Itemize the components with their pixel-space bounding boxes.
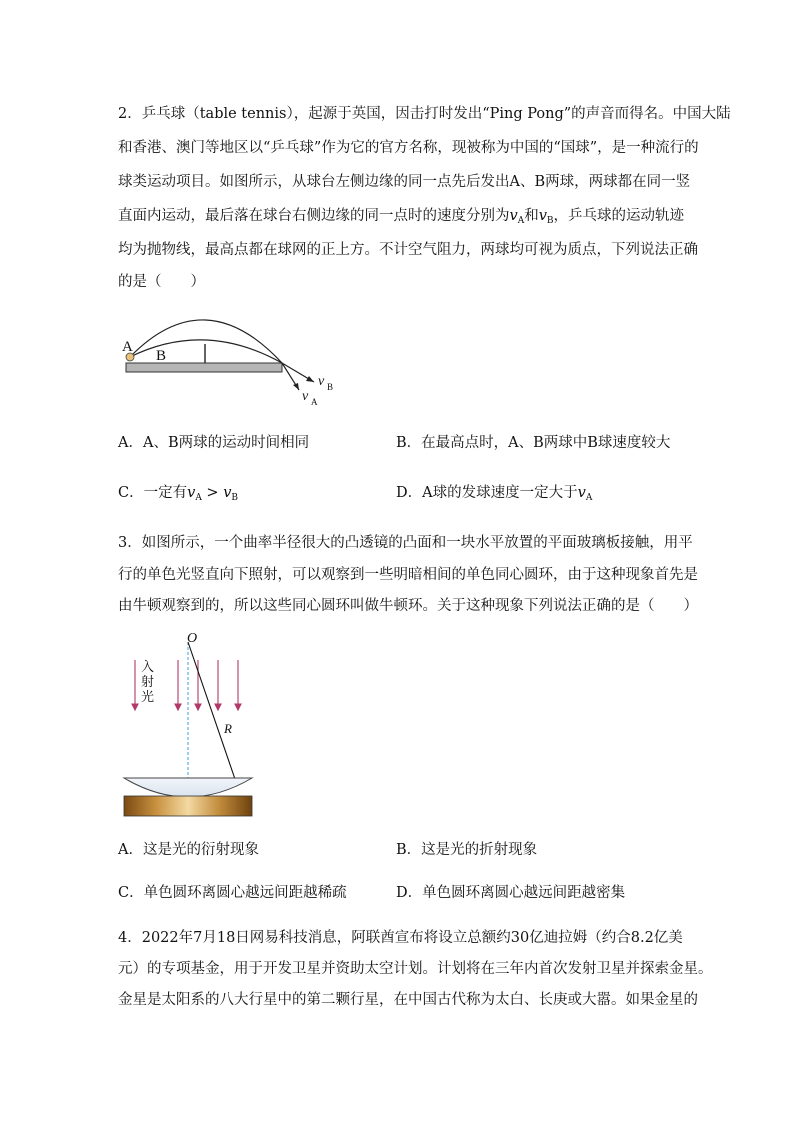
glass-plate bbox=[124, 796, 252, 816]
q2-option-b[interactable]: B．在最高点时，A、B两球中B球速度较大 bbox=[396, 435, 671, 451]
svg-text:A: A bbox=[311, 397, 318, 407]
label-a: A bbox=[122, 339, 133, 355]
q2-figure-table-tennis bbox=[118, 310, 348, 410]
q2-line-3: 球类运动项目。如图所示，从球台左侧边缘的同一点先后发出A、B两球，两球都在同一竖 bbox=[118, 174, 691, 190]
label-incident-2: 射 bbox=[141, 674, 155, 689]
q4-line-2: 元）的专项基金，用于开发卫星并资助太空计划。计划将在三年内首次发射卫星并探索金星。 bbox=[118, 961, 713, 977]
label-vb: v bbox=[318, 374, 325, 389]
label-va: v bbox=[302, 389, 309, 404]
trajectory-b bbox=[130, 340, 282, 363]
q2-line-4: 直面内运动，最后落在球台右侧边缘的同一点时的速度分别为$v_A$和$v_B$，乒乓球的运动轨迹 bbox=[118, 208, 685, 226]
label-o: O bbox=[187, 631, 198, 646]
q3-option-b[interactable]: B．这是光的折射现象 bbox=[396, 842, 538, 858]
label-incident-3: 光 bbox=[141, 689, 155, 704]
q4-line-1: 4．2022年7月18日网易科技消息，阿联酋宣布将设立总额约30亿迪拉姆（约合8.2亿美 bbox=[118, 930, 683, 946]
q2-line-5: 均为抛物线，最高点都在球网的正上方。不计空气阻力，两球均可视为质点，下列说法正确 bbox=[118, 242, 698, 258]
q3-line-1: 3．如图所示，一个曲率半径很大的凸透镜的凸面和一块水平放置的平面玻璃板接触，用平 bbox=[118, 535, 693, 551]
q4-line-3: 金星是太阳系的八大行星中的第二颗行星，在中国古代称为太白、长庚或大嚣。如果金星的 bbox=[118, 992, 698, 1008]
label-b: B bbox=[156, 348, 167, 364]
q3-option-d[interactable]: D．单色圆环离圆心越远间距越密集 bbox=[396, 885, 626, 901]
q3-line-3: 由牛顿观察到的，所以这些同心圆环叫做牛顿环。关于这种现象下列说法正确的是（ ） bbox=[118, 598, 698, 614]
q2-line-1: 2．乒乓球（table tennis），起源于英国，因击打时发出“Ping Pong”的声音而得名。中国大陆 bbox=[118, 106, 731, 122]
q2-line-4-text: 直面内运动，最后落在球台右侧边缘的同一点时的速度分别为 bbox=[118, 208, 510, 224]
table-surface bbox=[126, 363, 282, 372]
label-r: R bbox=[224, 721, 232, 736]
q2-option-c[interactable]: C．一定有$v_A > v_B$ bbox=[118, 485, 239, 503]
q2-line-6: 的是（ ） bbox=[118, 274, 205, 290]
radius-line bbox=[188, 642, 236, 782]
q3-figure-newton-rings bbox=[118, 626, 268, 822]
label-incident-1: 入 bbox=[141, 659, 155, 674]
trajectory-a bbox=[130, 320, 282, 363]
q2-line-2: 和香港、澳门等地区以“乒乓球”作为它的官方名称，现被称为中国的“国球”，是一种流行的 bbox=[118, 140, 699, 156]
q3-option-c[interactable]: C．单色圆环离圆心越远间距越稀疏 bbox=[118, 885, 347, 901]
q2-option-a[interactable]: A．A、B两球的运动时间相同 bbox=[118, 435, 310, 451]
q2-option-d[interactable]: D．A球的发球速度一定大于$v_A$ bbox=[396, 485, 593, 503]
svg-text:B: B bbox=[327, 382, 334, 392]
q3-line-2: 行的单色光竖直向下照射，可以观察到一些明暗相间的单色同心圆环，由于这种现象首先是 bbox=[118, 567, 698, 583]
q3-option-a[interactable]: A．这是光的衍射现象 bbox=[118, 842, 259, 858]
convex-lens bbox=[124, 778, 252, 797]
